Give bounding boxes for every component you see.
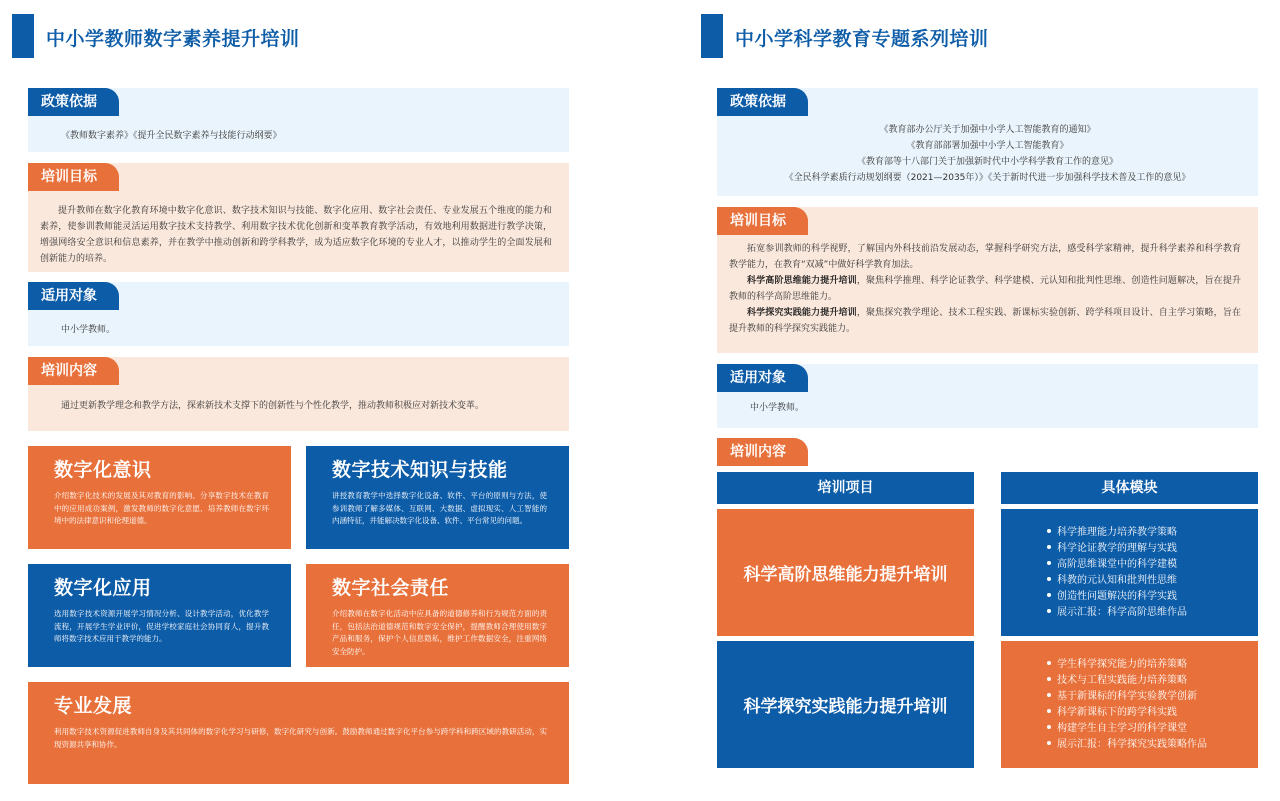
module-item-text: 科学推理能力培养教学策略 [1057,526,1177,538]
bullet-icon [1047,661,1051,665]
left-title-accent-bar [12,14,34,58]
card-title: 数字化应用 [54,577,152,599]
module-item [1047,737,1258,753]
left-policy-text: 《教师数字素养》《提升全民数字素养与技能行动纲要》 [61,131,282,141]
table-project-inquiry: 科学探究实践能力提升培训 [717,641,974,768]
card-professional-development [28,682,569,784]
right-policy-line: 《全民科学素质行动规划纲要（2021—2035年）》《关于新时代进一步加强科学技术普及工作的意见》 [784,173,1191,183]
card-title: 数字技术知识与技能 [332,459,508,481]
module-item-text: 科教的元认知和批判性思维 [1057,574,1177,586]
right-policy-line: 《教育部办公厅关于加强中小学人工智能教育的通知》 [879,125,1096,135]
left-content-text: 通过更新教学理念和教学方法，探索新技术支撑下的创新性与个性化教学，推动教师积极应对新技术变革。 [61,401,485,411]
module-item-text: 科学论证教学的理解与实践 [1057,542,1177,554]
left-audience-text: 中小学教师。 [61,325,116,335]
card-digital-application [28,564,291,667]
left-audience-tag: 适用对象 [28,282,119,310]
module-item [1047,657,1258,673]
module-item-text: 科学新课标下的跨学科实践 [1057,706,1177,718]
bullet-icon [1047,677,1051,681]
right-goal-item-inquiry-text: ，聚焦探究教学理论、技术工程实践、新课标实验创新、跨学科项目设计、自主学习策略，旨在提升教师的科学探究实践能力。 [729,308,1241,334]
right-goal-item-thinking [729,273,1241,305]
bullet-icon [1047,593,1051,597]
right-policy-tag: 政策依据 [717,88,808,116]
module-item [1047,525,1258,541]
left-content-tag: 培训内容 [28,357,119,385]
module-item [1047,541,1258,557]
bullet-icon [1047,529,1051,533]
right-goal-item-inquiry-title: 科学探究实践能力提升培训 [747,308,857,318]
module-item [1047,705,1258,721]
module-item-text: 展示汇报：科学探究实践策略作品 [1057,738,1207,750]
bullet-icon [1047,577,1051,581]
card-digital-knowledge-skills [306,446,569,549]
module-item-text: 基于新课标的科学实验教学创新 [1057,690,1197,702]
right-goal-item-inquiry [729,305,1241,337]
left-policy-section [28,88,569,152]
module-item-text: 技术与工程实践能力培养策略 [1057,674,1187,686]
bullet-icon [1047,609,1051,613]
left-goal-section [28,163,569,272]
module-item [1047,721,1258,737]
module-item-text: 学生科学探究能力的培养策略 [1057,658,1187,670]
card-digital-social-responsibility [306,564,569,667]
bullet-icon [1047,741,1051,745]
module-item-text: 构建学生自主学习的科学课堂 [1057,722,1187,734]
bullet-icon [1047,545,1051,549]
table-header-project: 培训项目 [717,472,974,504]
module-item [1047,557,1258,573]
right-policy-line: 《教育部等十八部门关于加强新时代中小学科学教育工作的意见》 [856,157,1118,167]
right-goal-section [717,207,1258,353]
right-goal-body [729,241,1241,337]
module-item-text: 创造性问题解决的科学实践 [1057,590,1177,602]
left-goal-tag: 培训目标 [28,163,119,191]
left-audience-section [28,282,569,346]
card-digital-awareness [28,446,291,549]
table-header-module: 具体模块 [1001,472,1258,504]
left-page-title: 中小学教师数字素养提升培训 [46,28,300,50]
module-item [1047,605,1258,621]
right-goal-item-thinking-text: ，聚焦科学推理、科学论证教学、科学建模、元认知和批判性思维、创造性问题解决，旨在提升教师的科学高阶思维能力。 [729,276,1241,302]
table-modules-inquiry [1001,641,1258,768]
right-page-title: 中小学科学教育专题系列培训 [735,28,989,50]
right-audience-tag: 适用对象 [717,364,808,392]
right-title-accent-bar [701,14,723,58]
right-content-tag: 培训内容 [717,438,808,466]
right-goal-intro: 拓宽参训教师的科学视野，了解国内外科技前沿发展动态，掌握科学研究方法，感受科学家精神，提升科学素养和科学教育教学能力，在教育“双减”中做好科学教育加法。 [729,244,1241,270]
bullet-icon [1047,561,1051,565]
module-item [1047,673,1258,689]
module-item-text: 高阶思维课堂中的科学建模 [1057,558,1177,570]
right-goal-tag: 培训目标 [717,207,808,235]
module-item [1047,589,1258,605]
card-title: 专业发展 [54,695,133,717]
table-modules-thinking [1001,509,1258,636]
right-audience-text: 中小学教师。 [750,403,805,413]
right-audience-section [717,364,1258,428]
left-content-section [28,357,569,431]
left-policy-tag: 政策依据 [28,88,119,116]
left-goal-text: 提升教师在数字化教育环境中数字化意识、数字技术知识与技能、数字化应用、数字社会责任、专业发展五个维度的能力和素养，使参训教师能灵活运用数字技术支持教学、利用数字技术优化创新和变革教育教学活动，有效地利用数据进行教学决策，增强网络安全意识和信息素养，并在教学中推动创新和跨学科教学，成为适应数字化环境的专业人才，以推动学生的全面发展和创新能力的培养。 [40,206,552,264]
card-description: 利用数字技术资源促进教师自身及其共同体的数字化学习与研修，数字化研究与创新。鼓励教师通过数字化平台参与跨学科和跨区域的教研活动，实现资源共享和协作。 [54,727,547,749]
card-description: 选用数字技术资源开展学习情况分析、设计教学活动，优化教学流程，开展学生学业评价，促进学校家庭社会协同育人，提升教师将数字技术应用于教学的能力。 [54,609,269,643]
right-policy-section [717,88,1258,196]
card-description: 介绍数字化技术的发展及其对教育的影响、分享数字技术在教育中的应用成功案例，激发教师的数字化意愿、培养教师在数字环境中的法律意识和伦理道德。 [54,491,269,525]
right-policy-line: 《教育部部署加强中小学人工智能教育》 [906,141,1069,151]
module-item-text: 展示汇报：科学高阶思维作品 [1057,606,1187,618]
bullet-icon [1047,693,1051,697]
bullet-icon [1047,725,1051,729]
module-item [1047,689,1258,705]
bullet-icon [1047,709,1051,713]
table-project-thinking: 科学高阶思维能力提升培训 [717,509,974,636]
card-description: 介绍教师在数字化活动中应具备的道德修养和行为规范方面的责任，包括法治道德规范和数字安全保护，提醒教师合理使用数字产品和服务，保护个人信息隐私，维护工作数据安全，注重网络安全防护。 [332,609,547,656]
card-title: 数字社会责任 [332,577,450,599]
card-title: 数字化意识 [54,459,152,481]
right-goal-item-thinking-title: 科学高阶思维能力提升培训 [747,276,857,286]
card-description: 讲授教育教学中选择数字化设备、软件、平台的原则与方法，使参训教师了解多媒体、互联网、大数据、虚拟现实、人工智能的内涵特征，并能解决数字化设备、软件、平台常见的问题。 [332,491,547,525]
module-item [1047,573,1258,589]
